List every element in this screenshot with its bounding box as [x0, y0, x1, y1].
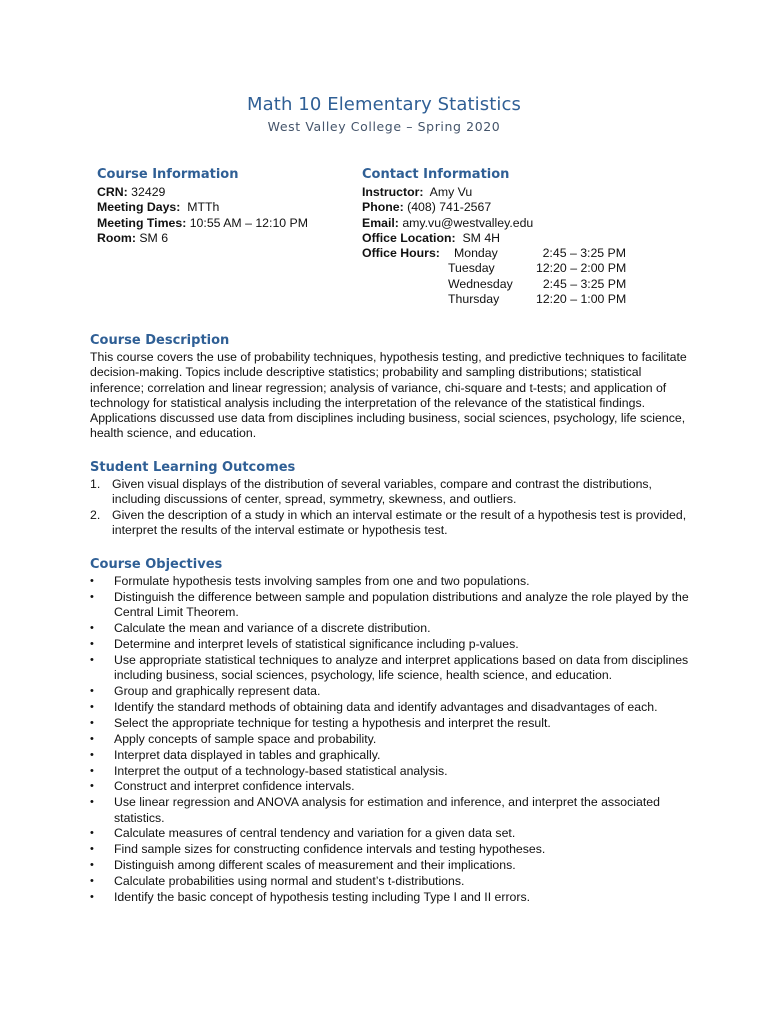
- bullet-icon: •: [90, 590, 94, 603]
- room-row: [97, 231, 347, 246]
- list-item: [90, 716, 690, 731]
- list-item: [90, 637, 690, 652]
- list-item-text: Use appropriate statistical techniques to analyze and interpret applications based on data from disciplines including business, social sciences, psychology, life science, health science, and education.: [114, 652, 689, 683]
- list-item-text: Use linear regression and ANOVA analysis for estimation and inference, and interpret the associated statistics.: [114, 795, 660, 825]
- list-item: [90, 732, 690, 747]
- list-item: [90, 508, 690, 539]
- bullet-icon: •: [90, 843, 94, 856]
- course-information-block: [97, 166, 347, 246]
- list-item: [90, 779, 690, 794]
- bullet-icon: •: [90, 653, 94, 666]
- course-description-section: [90, 332, 690, 442]
- bullet-icon: •: [90, 622, 94, 635]
- phone-value: (408) 741-2567: [407, 200, 492, 215]
- list-item: [90, 748, 690, 763]
- list-item: [90, 684, 690, 699]
- bullet-icon: •: [90, 859, 94, 872]
- list-item-text: Calculate the mean and variance of a discrete distribution.: [114, 621, 431, 636]
- office-hours-row-2: [448, 277, 626, 292]
- email-value[interactable]: amy.vu@westvalley.edu: [402, 215, 534, 230]
- office-hours-day: Monday: [454, 246, 498, 261]
- list-item: [90, 874, 690, 889]
- course-information-heading: Course Information: [97, 167, 239, 182]
- list-item: [90, 590, 690, 621]
- contact-information-heading: Contact Information: [362, 167, 510, 182]
- list-item-text: Select the appropriate technique for testing a hypothesis and interpret the result.: [114, 715, 551, 730]
- contact-information-block: [362, 166, 662, 307]
- phone-label: Phone:: [362, 200, 404, 215]
- office-location-row: [362, 231, 662, 246]
- list-item-text: Given the description of a study in which an interval estimate or the result of a hypothesis test is provided, interpret the results of the interval estimate or hypothesis test.: [112, 507, 687, 537]
- crn-value: 32429: [131, 185, 166, 199]
- list-item-text: Determine and interpret levels of statistical significance including p-values.: [114, 636, 519, 651]
- meeting-days-value: MTTh: [187, 200, 220, 215]
- bullet-icon: •: [90, 700, 94, 713]
- list-item: [90, 653, 690, 684]
- room-label: Room:: [97, 230, 136, 245]
- instructor-label: Instructor:: [362, 185, 424, 199]
- crn-label: CRN:: [97, 185, 128, 199]
- list-item: [90, 858, 690, 873]
- phone-row: [362, 200, 662, 215]
- course-objectives-heading: Course Objectives: [90, 557, 223, 572]
- meeting-times-label: Meeting Times:: [97, 215, 187, 230]
- office-location-value: SM 4H: [462, 230, 501, 245]
- meeting-days-label: Meeting Days:: [97, 200, 181, 215]
- meeting-days-row: [97, 200, 347, 215]
- office-hours-day: Thursday: [448, 292, 500, 307]
- list-item: [90, 764, 690, 779]
- office-hours-row-3: [448, 292, 626, 307]
- list-item-text: Formulate hypothesis tests involving samples from one and two populations.: [114, 574, 530, 588]
- bullet-icon: •: [90, 637, 94, 650]
- office-hours-time: 2:45 – 3:25 PM: [542, 246, 626, 261]
- list-item-text: Given visual displays of the distribution of several variables, compare and contrast the distributions, including discussions of center, spread, symmetry, skewness, and outliers.: [112, 477, 652, 507]
- bullet-icon: •: [90, 732, 94, 745]
- course-objectives-list: [90, 574, 690, 905]
- list-item-text: Calculate measures of central tendency and variation for a given data set.: [114, 826, 516, 841]
- bullet-icon: •: [90, 764, 94, 777]
- office-hours-row-0: [362, 246, 662, 261]
- list-item: [90, 700, 690, 715]
- instructor-row: [362, 185, 662, 200]
- meeting-times-row: [97, 216, 347, 231]
- list-item: [90, 890, 690, 905]
- list-item-text: Calculate probabilities using normal and student’s t-distributions.: [114, 874, 465, 889]
- bullet-icon: •: [90, 891, 94, 904]
- list-item-number: 1.: [90, 477, 101, 491]
- list-item: [90, 795, 690, 826]
- bullet-icon: •: [90, 716, 94, 729]
- bullet-icon: •: [90, 685, 94, 698]
- list-item-text: Distinguish among different scales of measurement and their implications.: [114, 858, 516, 873]
- course-description-heading: Course Description: [90, 333, 230, 348]
- learning-outcomes-list: [90, 477, 690, 538]
- learning-outcomes-section: [90, 459, 690, 538]
- list-item-text: Identify the standard methods of obtaining data and identify advantages and disadvantages of each.: [114, 699, 658, 714]
- bullet-icon: •: [90, 780, 94, 793]
- email-row: [362, 216, 662, 231]
- office-hours-time: 12:20 – 1:00 PM: [536, 292, 627, 307]
- course-objectives-section: [90, 556, 690, 906]
- list-item: [90, 826, 690, 841]
- document-subtitle: West Valley College – Spring 2020: [267, 119, 501, 134]
- list-item: [90, 477, 690, 508]
- office-hours-day: Wednesday: [448, 276, 513, 291]
- office-location-label: Office Location:: [362, 230, 456, 245]
- bullet-icon: •: [90, 827, 94, 840]
- bullet-icon: •: [90, 875, 94, 888]
- list-item: [90, 621, 690, 636]
- bullet-icon: •: [90, 796, 94, 809]
- bullet-icon: •: [90, 575, 94, 587]
- list-item: [90, 574, 690, 589]
- instructor-value: Amy Vu: [429, 185, 473, 199]
- list-item-number: 2.: [90, 507, 101, 522]
- list-item-text: Group and graphically represent data.: [114, 684, 321, 699]
- list-item-text: Apply concepts of sample space and probability.: [114, 731, 377, 746]
- list-item-text: Identify the basic concept of hypothesis testing including Type I and II errors.: [114, 890, 531, 905]
- office-hours-row-1: [448, 261, 626, 276]
- list-item-text: Distinguish the difference between sample and population distributions and analyze the role played by the Central Limit Theorem.: [114, 589, 689, 620]
- list-item: [90, 842, 690, 857]
- list-item-text: Interpret the output of a technology-based statistical analysis.: [114, 763, 448, 778]
- office-hours-time: 2:45 – 3:25 PM: [542, 276, 627, 291]
- office-hours-table: [448, 261, 626, 307]
- document-title: Math 10 Elementary Statistics: [247, 94, 521, 115]
- meeting-times-value: 10:55 AM – 12:10 PM: [189, 215, 308, 230]
- learning-outcomes-heading: Student Learning Outcomes: [90, 460, 296, 475]
- office-hours-label: Office Hours:: [362, 246, 440, 261]
- email-label: Email:: [362, 215, 399, 230]
- bullet-icon: •: [90, 748, 94, 761]
- office-hours-time: 12:20 – 2:00 PM: [536, 261, 627, 276]
- list-item-text: Interpret data displayed in tables and graphically.: [114, 747, 381, 762]
- room-value: SM 6: [139, 230, 169, 245]
- office-hours-day: Tuesday: [448, 261, 495, 276]
- list-item-text: Construct and interpret confidence intervals.: [114, 779, 355, 794]
- course-description-text: This course covers the use of probability techniques, hypothesis testing, and predictive techniques to facilitate decision-making. Topics include descriptive statistics; probability and sampling distributions; statistical inference; correlation and linear regression; analysis of variance, chi-square and t-tests; and application of technology for statistical analysis including the interpretation of the relevance of the statistical findings. Applications discussed use data from disciplines including business, social sciences, psychology, life science, health science, and education.: [90, 350, 687, 441]
- list-item-text: Find sample sizes for constructing confidence intervals and testing hypotheses.: [114, 842, 546, 857]
- crn-row: [97, 185, 347, 200]
